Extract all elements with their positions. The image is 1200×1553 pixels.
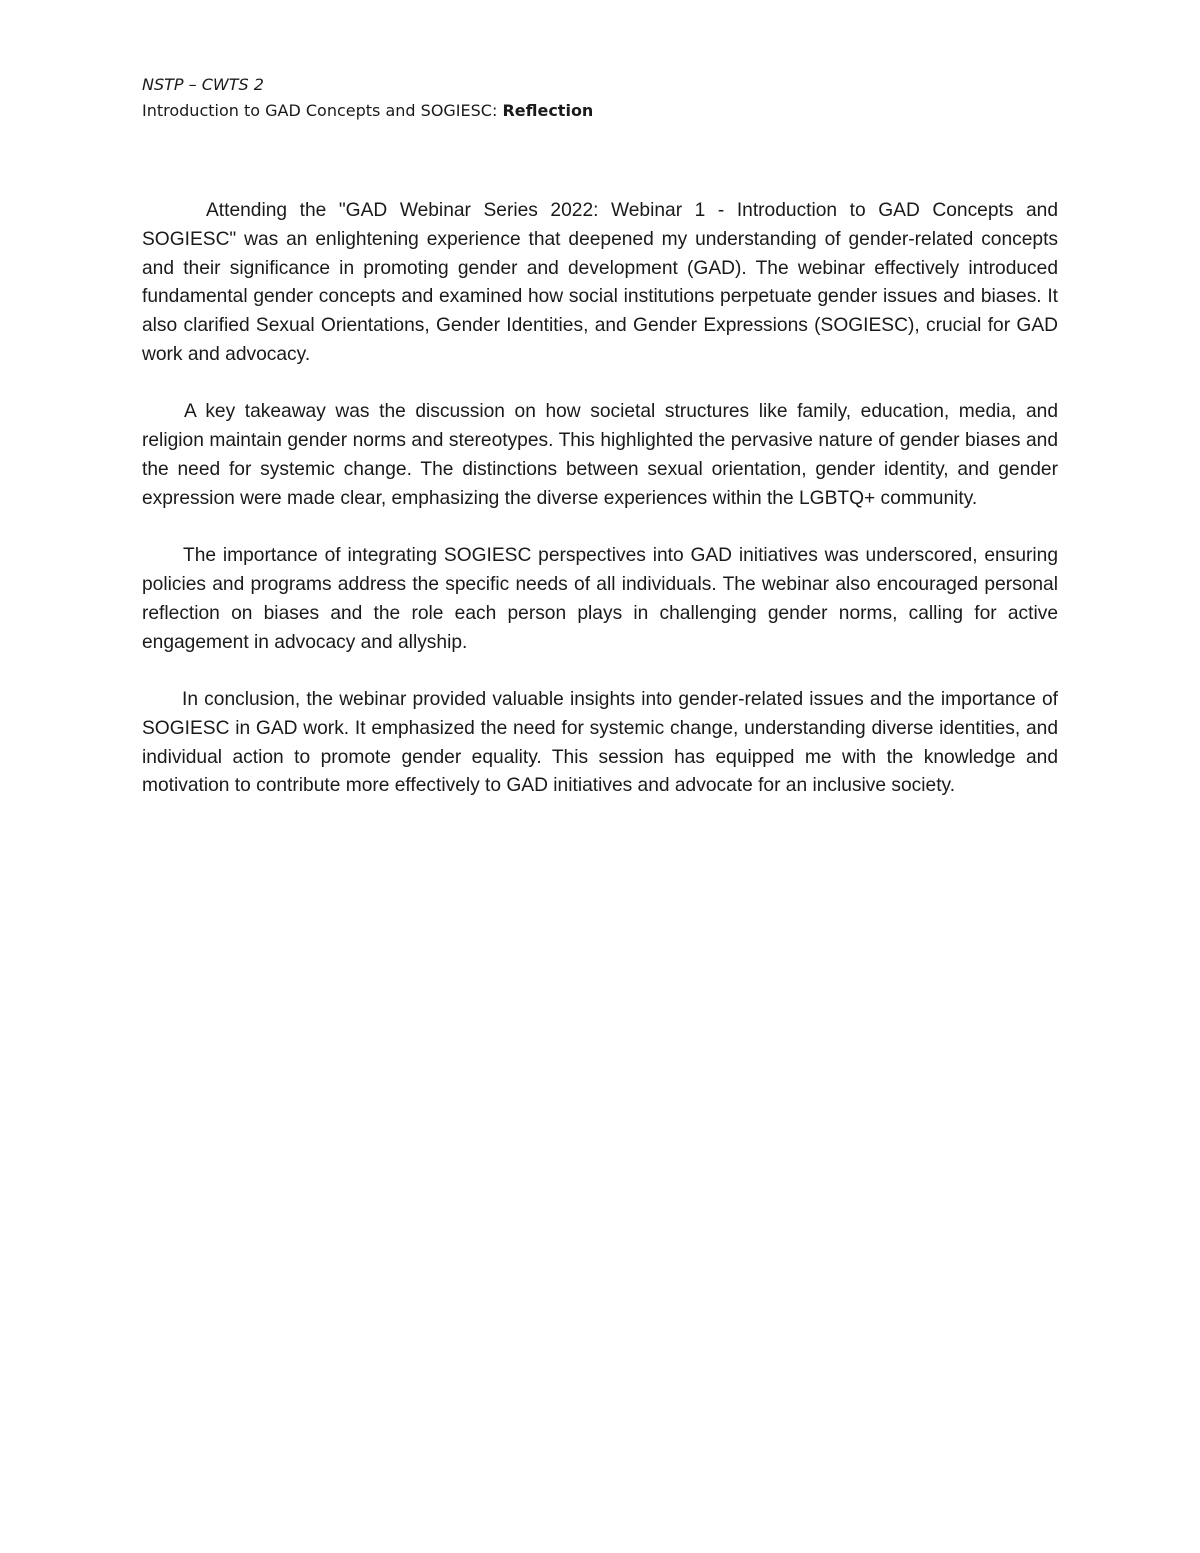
document-title <box>142 98 593 124</box>
course-label: NSTP – CWTS 2 <box>142 75 264 94</box>
document-body <box>142 197 1058 830</box>
title-main: Introduction to GAD Concepts and SOGIESC: <box>142 101 503 120</box>
paragraph-conclusion: In conclusion, the webinar provided valuable insights into gender-related issues and the importance of SOGIESC in GAD work. It emphasized the need for systemic change, understanding diverse identities, and individual action to promote gender equality. This session has equipped me with the knowledge and motivation to contribute more effectively to GAD initiatives and advocate for an inclusive society. <box>142 688 1058 797</box>
document-header <box>142 72 593 124</box>
title-emphasis: Reflection <box>502 101 594 120</box>
paragraph-key-takeaway: A key takeaway was the discussion on how societal structures like family, education, media, and religion maintain gender norms and stereotypes. This highlighted the pervasive nature of gender biases and the need for systemic change. The distinctions between sexual orientation, gender identity, and gender expression were made clear, emphasizing the diverse experiences within the LGBTQ+ community. <box>142 401 1058 509</box>
paragraph-integration: The importance of integrating SOGIESC perspectives into GAD initiatives was underscored, ensuring policies and programs address the specific needs of all individuals. The webinar also encouraged personal reflection on biases and the role each person plays in challenging gender norms, calling for active engagement in advocacy and allyship. <box>142 545 1058 653</box>
paragraph-introduction: Attending the "GAD Webinar Series 2022: Webinar 1 - Introduction to GAD Concepts and SOGIESC" was an enlightening experience that deepened my understanding of gender-related concepts and their significance in promoting gender and development (GAD). The webinar effectively introduced fundamental gender concepts and examined how social institutions perpetuate gender issues and biases. It also clarified Sexual Orientations, Gender Identities, and Gender Expressions (SOGIESC), crucial for GAD work and advocacy. <box>142 200 1058 365</box>
